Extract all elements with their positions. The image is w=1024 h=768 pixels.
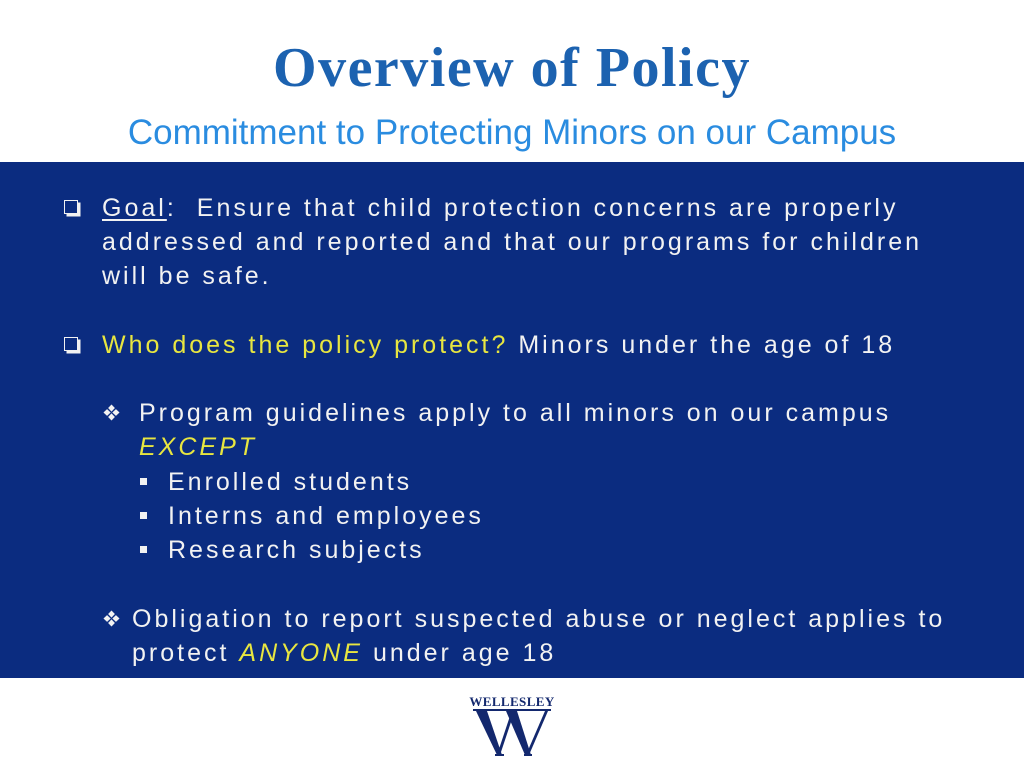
logo-wordmark: WELLESLEY bbox=[469, 694, 555, 709]
square-bullet-icon bbox=[140, 546, 147, 553]
checkbox-bullet-icon bbox=[64, 337, 78, 351]
slide-subtitle: Commitment to Protecting Minors on our Campus bbox=[127, 113, 897, 152]
obligation-text-before: protect bbox=[132, 639, 230, 667]
content-panel bbox=[0, 162, 1024, 678]
obligation-emphasis: ANYONE bbox=[239, 639, 363, 667]
wellesley-w-logo-icon bbox=[473, 709, 551, 757]
goal-line-1 bbox=[102, 191, 898, 225]
guidelines-line bbox=[139, 396, 891, 430]
exception-text: Enrolled students bbox=[168, 468, 413, 496]
obligation-text-1: Obligation to report suspected abuse or neglect applies to bbox=[132, 605, 946, 633]
goal-colon: : bbox=[166, 194, 177, 222]
goal-label: Goal bbox=[102, 194, 167, 222]
guidelines-except: EXCEPT bbox=[139, 433, 258, 461]
exception-text: Research subjects bbox=[168, 536, 425, 564]
goal-line-3 bbox=[102, 259, 272, 293]
exception-item bbox=[168, 499, 484, 533]
obligation-text-after: under age 18 bbox=[372, 639, 557, 667]
exception-text: Interns and employees bbox=[168, 502, 484, 530]
checkbox-bullet-icon bbox=[64, 200, 78, 214]
square-bullet-icon bbox=[140, 512, 147, 519]
four-diamond-bullet-icon bbox=[103, 610, 120, 627]
goal-text-line-2: addressed and reported and that our programs for children bbox=[102, 228, 922, 256]
square-bullet-icon bbox=[140, 478, 147, 485]
guidelines-except-line bbox=[139, 430, 257, 464]
protect-line bbox=[102, 328, 895, 362]
goal-text-line-1: Ensure that child protection concerns are properly bbox=[196, 194, 899, 222]
slide-title: Overview of Policy bbox=[273, 37, 751, 99]
protect-answer: Minors under the age of 18 bbox=[518, 331, 896, 359]
guidelines-text: Program guidelines apply to all minors on our campus bbox=[139, 399, 892, 427]
four-diamond-bullet-icon bbox=[103, 404, 120, 421]
obligation-line-1 bbox=[132, 602, 945, 636]
protect-question: Who does the policy protect? bbox=[102, 331, 509, 359]
obligation-line-2 bbox=[132, 636, 556, 670]
goal-text-line-3: will be safe. bbox=[102, 262, 272, 290]
goal-line-2 bbox=[102, 225, 922, 259]
exception-item bbox=[168, 533, 425, 567]
exception-item bbox=[168, 465, 412, 499]
